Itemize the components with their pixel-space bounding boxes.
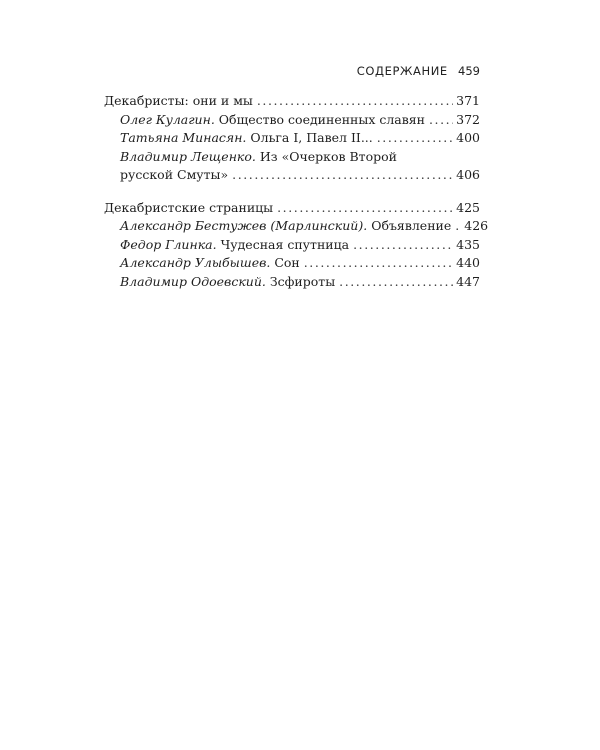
entry-author: Александр Улыбышев. — [120, 255, 271, 270]
dot-leader — [377, 129, 453, 148]
entry-author: Олег Кулагин. — [120, 111, 215, 127]
page-ref: 447 — [456, 273, 480, 289]
entry-title: Объявление — [371, 218, 452, 233]
toc-section-heading — [104, 199, 480, 218]
toc-entry — [104, 254, 480, 273]
entry-title: Ольга I, Павел II... — [250, 130, 373, 145]
toc-section-heading — [104, 92, 480, 111]
page-number: 459 — [458, 64, 480, 78]
page-ref: 371 — [456, 93, 480, 108]
entry-title: Общество соединенных славян — [218, 111, 426, 127]
entry-author: Татьяна Минасян. — [120, 130, 247, 145]
dot-leader — [277, 199, 453, 218]
page-ref: 400 — [456, 130, 480, 145]
entry-title: Сон — [274, 255, 300, 270]
toc-section-2 — [104, 199, 489, 292]
page-ref: 426 — [464, 218, 489, 233]
running-head — [357, 64, 480, 78]
dot-leader — [455, 217, 461, 236]
entry-author: Владимир Одоевский. — [120, 273, 266, 289]
section-title: Декабристские страницы — [104, 199, 274, 215]
page-ref: 425 — [456, 199, 480, 215]
section-title: Декабристы: они и мы — [104, 93, 253, 108]
page-ref: 440 — [456, 255, 480, 270]
entry-author: Федор Глинка. — [120, 236, 217, 252]
dot-leader — [304, 254, 453, 273]
toc-entry — [104, 236, 480, 255]
toc-entry — [104, 166, 480, 185]
dot-leader — [257, 92, 453, 111]
page-ref: 435 — [456, 236, 480, 252]
entry-title: Чудесная спутница — [220, 236, 350, 252]
dot-leader — [353, 236, 453, 255]
toc-entry — [104, 273, 480, 292]
running-head-title: СОДЕРЖАНИЕ — [356, 64, 448, 78]
table-of-contents — [104, 92, 489, 291]
toc-entry — [104, 111, 480, 130]
entry-title-line-2: русской Смуты» — [120, 167, 229, 182]
entry-author: Александр Бестужев (Марлинский). — [120, 218, 368, 233]
page-ref: 406 — [456, 167, 480, 182]
page-ref: 372 — [456, 111, 480, 127]
dot-leader — [339, 273, 453, 292]
entry-title: Зсфироты — [269, 273, 336, 289]
entry-author: Владимир Лещенко. — [120, 148, 256, 164]
toc-entry-first-line — [104, 148, 480, 167]
toc-section-1 — [104, 92, 480, 185]
toc-entry — [104, 217, 489, 236]
dot-leader — [232, 166, 453, 185]
toc-entry — [104, 129, 480, 148]
dot-leader — [429, 111, 453, 130]
entry-title-line-1: Из «Очерков Второй — [259, 148, 397, 164]
